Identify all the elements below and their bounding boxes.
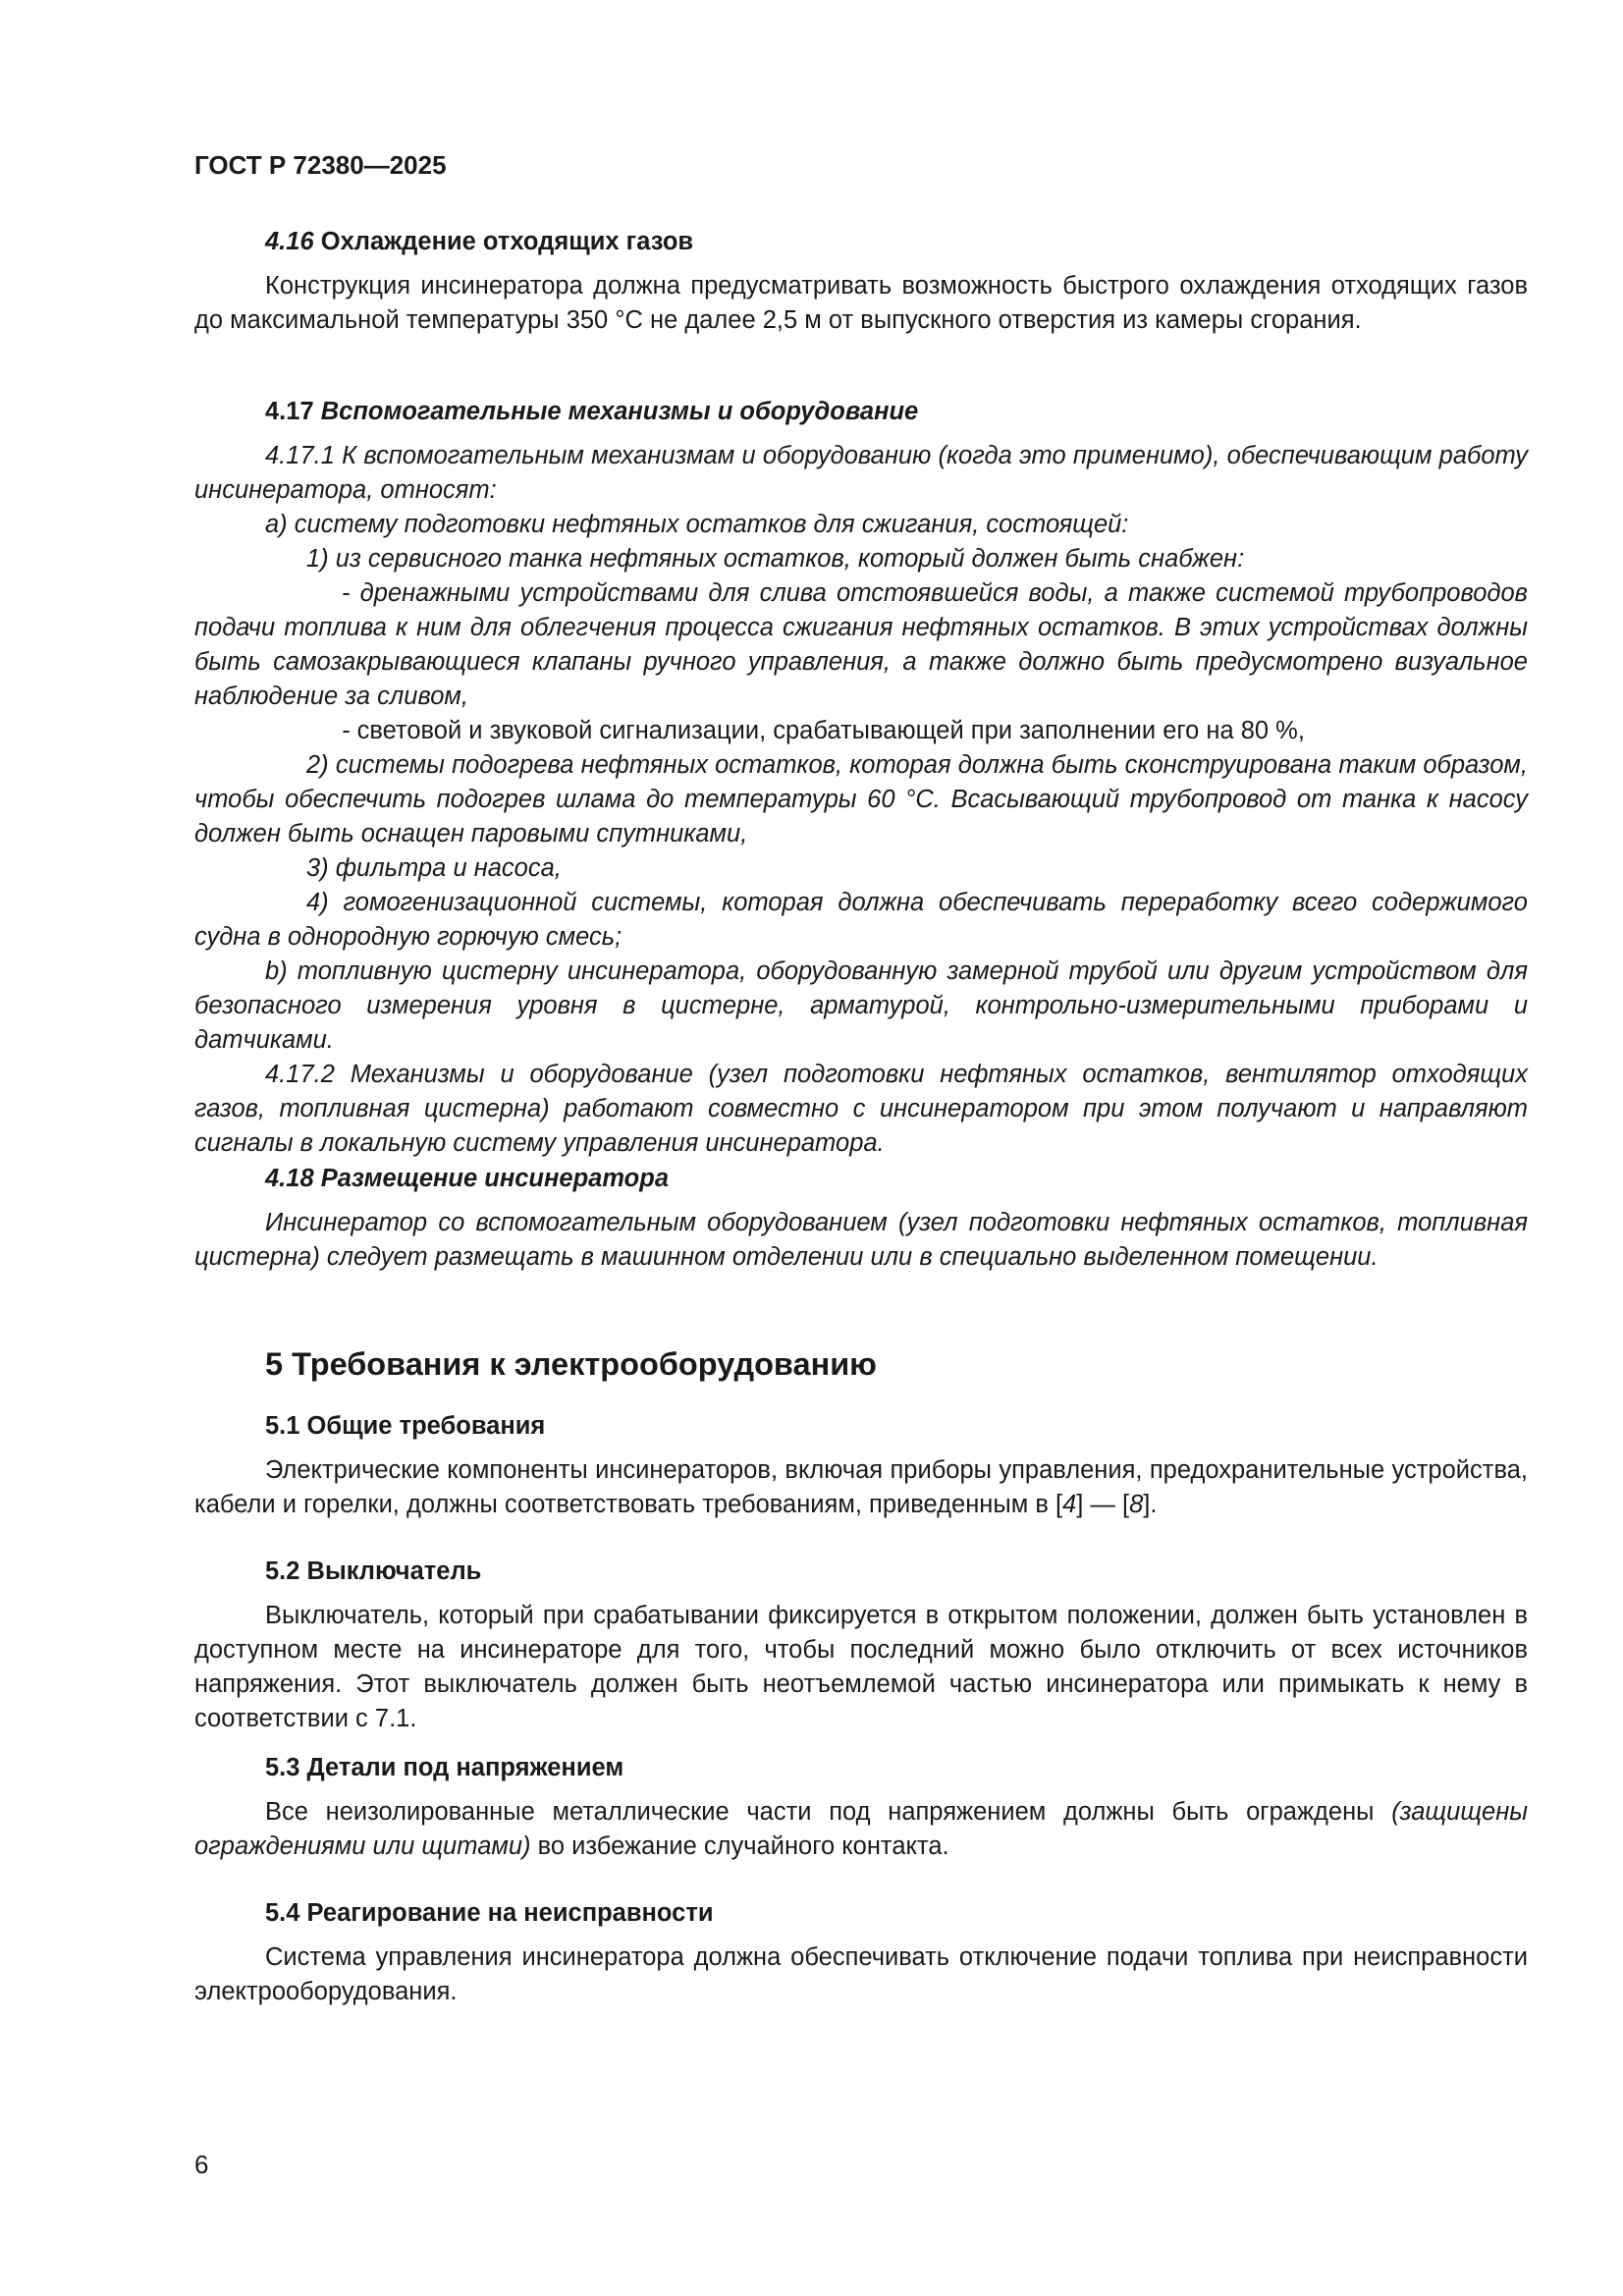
section-5-1-text-a: Электрические компоненты инсинераторов, включая приборы управления, предохранительные устройства, кабели и горелки, должны соответствовать требованиям, приведенным в [ xyxy=(194,1456,1528,1518)
reference-8: 8 xyxy=(1129,1491,1144,1518)
list-item-a4: 4) гомогенизационной системы, которая должна обеспечивать переработку всего содержимого судна в однородную горючую смесь; xyxy=(194,889,1528,951)
section-5-3-text-italic: (защищены ограждениями или щитами) xyxy=(194,1798,1528,1860)
section-4-18-text: Инсинератор со вспомогательным оборудованием (узел подготовки нефтяных остатков, топливная цистерна) следует размещать в машинном отделении или в специально выделенном помещении. xyxy=(194,1209,1528,1271)
section-5-4-heading: 5.4 Реагирование на неисправности xyxy=(265,1899,714,1927)
list-item-a1-dash2 xyxy=(194,714,1528,748)
section-4-16-number: 4.16 xyxy=(265,228,314,255)
section-5-2-heading: 5.2 Выключатель xyxy=(265,1558,482,1585)
section-5-4 xyxy=(194,1896,1528,2009)
section-4-17-body xyxy=(194,439,1528,1161)
section-4-16-text: Конструкция инсинератора должна предусматривать возможность быстрого охлаждения отходящих газов до максимальной температуры 350 °С не далее 2,5 м от выпускного отверстия из камеры сгорания. xyxy=(194,272,1528,334)
list-item-a1-dash1: - дренажными устройствами для слива отстоявшейся воды, а также системой трубопроводов подачи топлива к ним для облегчения процесса сжигания нефтяных остатков. В этих устройствах должны быть самозакрывающиеся клапаны ручного управления, а также должно быть предусмотрено визуальное наблюдение за сливом, xyxy=(194,579,1528,710)
list-item-a1: 1) из сервисного танка нефтяных остатков, который должен быть снабжен: xyxy=(306,545,1245,573)
list-item-b: b) топливную цистерну инсинератора, оборудованную замерной трубой или другим устройством для безопасного измерения уровня в цистерне, арматурой, контрольно-измерительными приборами и датчиками. xyxy=(194,957,1528,1054)
section-5-3-text-b: во избежание случайного контакта. xyxy=(530,1832,949,1860)
document-header: ГОСТ Р 72380—2025 xyxy=(194,150,447,180)
section-4-16 xyxy=(194,225,1528,338)
section-4-18-heading: 4.18 Размещение инсинератора xyxy=(265,1165,670,1192)
section-5-1-text-b: ] — [ xyxy=(1076,1491,1130,1518)
section-5-heading: 5 Требования к электрооборудованию xyxy=(265,1346,877,1382)
section-5 xyxy=(194,1344,1528,1384)
section-4-17-title: Вспомогательные механизмы и оборудование xyxy=(320,398,919,425)
section-5-2 xyxy=(194,1555,1528,1736)
section-5-1-heading: 5.1 Общие требования xyxy=(265,1412,546,1440)
section-5-3-text xyxy=(194,1795,1528,1864)
list-item-a3: 3) фильтра и насоса, xyxy=(306,854,562,882)
section-5-1-text xyxy=(194,1453,1528,1522)
list-item-a1-dash2-prefix: - xyxy=(342,717,357,744)
section-5-3-heading: 5.3 Детали под напряжением xyxy=(265,1754,624,1781)
section-5-3 xyxy=(194,1751,1528,1864)
section-5-1-text-c: ]. xyxy=(1143,1491,1158,1518)
list-item-a2: 2) системы подогрева нефтяных остатков, которая должна быть сконструирована таким образом, чтобы обеспечить подогрев шлама до температуры 60 °С. Всасывающий трубопровод от танка к насосу должен быть оснащен паровыми спутниками, xyxy=(194,751,1528,847)
section-4-18 xyxy=(194,1162,1528,1275)
list-item-a1-dash2-text: световой и звуковой сигнализации, срабатывающей при заполнении его на 80 %, xyxy=(356,717,1305,744)
section-4-17-number: 4.17 xyxy=(265,398,314,425)
paragraph-4-17-2: 4.17.2 Механизмы и оборудование (узел подготовки нефтяных остатков, вентилятор отходящих газов, топливная цистерна) работают совместно с инсинератором при этом получают и направляют сигналы в локальную систему управления инсинератора. xyxy=(194,1061,1528,1157)
section-4-16-title: Охлаждение отходящих газов xyxy=(320,228,694,255)
section-4-16-heading xyxy=(265,225,1528,259)
page-number: 6 xyxy=(194,2150,209,2179)
section-5-4-text: Система управления инсинератора должна обеспечивать отключение подачи топлива при неисправности электрооборудования. xyxy=(194,1943,1528,2005)
section-4-17 xyxy=(194,395,1528,1161)
paragraph-4-17-1: 4.17.1 К вспомогательным механизмам и оборудованию (когда это применимо), обеспечивающим работу инсинератора, относят: xyxy=(194,442,1528,504)
section-5-3-text-a: Все неизолированные металлические части под напряжением должны быть ограждены xyxy=(265,1798,1392,1826)
section-5-1 xyxy=(194,1409,1528,1522)
section-5-2-text: Выключатель, который при срабатывании фиксируется в открытом положении, должен быть установлен в доступном месте на инсинераторе для того, чтобы последний можно было отключить от всех источников напряжения. Этот выключатель должен быть неотъемлемой частью инсинератора или примыкать к нему в соответствии с 7.1. xyxy=(194,1602,1528,1732)
section-4-17-heading xyxy=(265,395,1528,429)
list-item-a: а) систему подготовки нефтяных остатков для сжигания, состоящей: xyxy=(265,511,1129,538)
reference-4: 4 xyxy=(1062,1491,1077,1518)
